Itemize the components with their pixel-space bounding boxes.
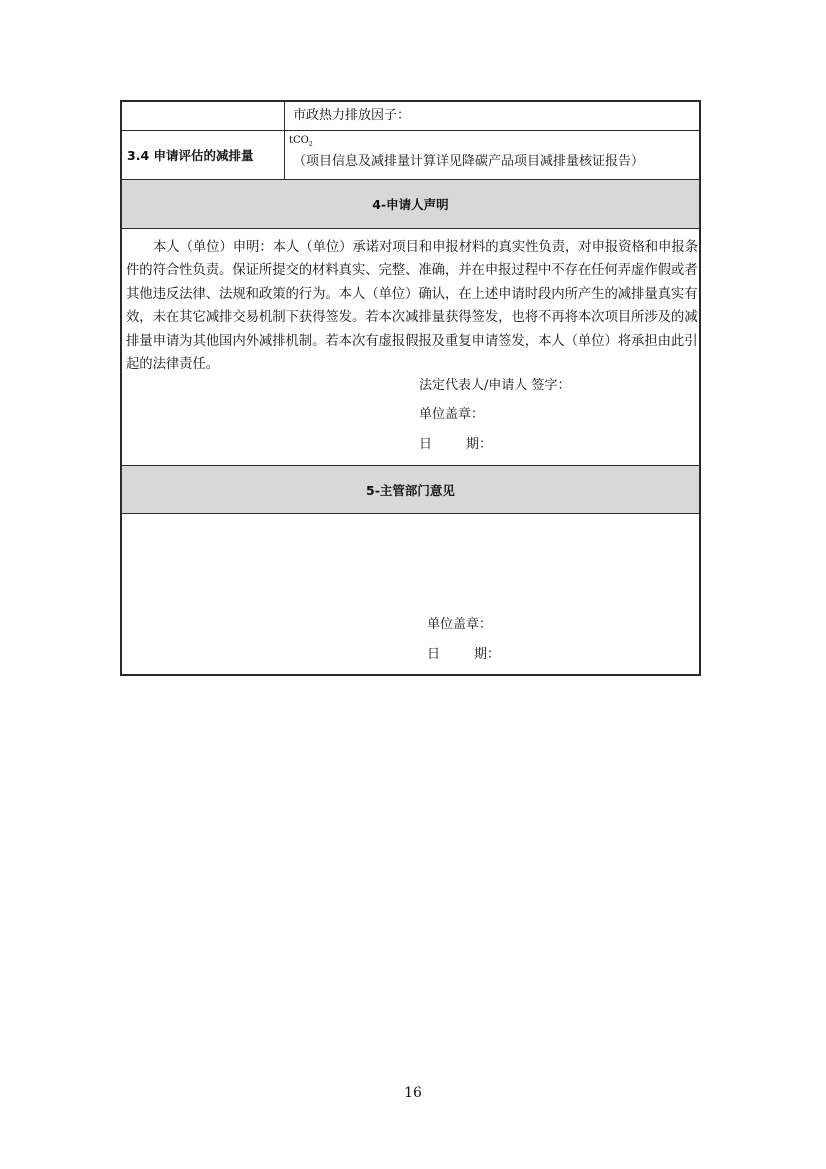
applicant-date-label: 日 期：: [419, 437, 493, 452]
empty-label-cell: [122, 102, 285, 130]
department-opinion-row: [122, 514, 699, 674]
section4-header-row: [122, 180, 699, 229]
emission-factor-cell: [285, 102, 699, 130]
declaration-text: 本人（单位）申明：本人（单位）承诺对项目和申报材料的真实性负责，对申报资格和申报条件的符合性负责。保证所提交的材料真实、完整、准确，并在申报过程中不存在任何弄虚作假或者其他违反法律、法规和政策的行为。本人（单位）确认，在上述申请时段内所产生的减排量真实有效，未在其它减排交易机制下获得签发。若本次减排量获得签发，也将不再将本次项目所涉及的减排量申请为其他国内外减排机制。若本次有虚报假报及重复申请签发，本人（单位）将承担由此引起的法律责任。: [126, 240, 698, 373]
reduction-amount-row: [122, 131, 699, 180]
reduction-label-cell: [122, 131, 285, 179]
municipal-heat-factor-text: 市政热力排放因子：: [293, 108, 411, 123]
applicant-signature-label: 法定代表人/申请人 签字：: [419, 378, 571, 393]
section4-title: 4-申请人声明: [372, 197, 449, 212]
application-form-table: [120, 100, 701, 676]
unit-tco2: tCO$_2$: [289, 135, 313, 148]
declaration-row: [122, 229, 699, 466]
reduction-value-cell: [285, 131, 699, 179]
emission-factor-row: [122, 102, 699, 131]
reduction-note: （项目信息及减排量计算详见降碳产品项目减排量核证报告）: [293, 154, 645, 169]
reduction-label: 3.4 申请评估的减排量: [127, 148, 254, 163]
page-number: 16: [404, 1085, 422, 1101]
department-date-label: 日 期：: [427, 647, 501, 662]
department-seal-label: 单位盖章：: [427, 617, 493, 632]
section5-header-row: [122, 466, 699, 514]
applicant-seal-label: 单位盖章：: [419, 407, 485, 422]
section5-title: 5-主管部门意见: [366, 483, 455, 498]
